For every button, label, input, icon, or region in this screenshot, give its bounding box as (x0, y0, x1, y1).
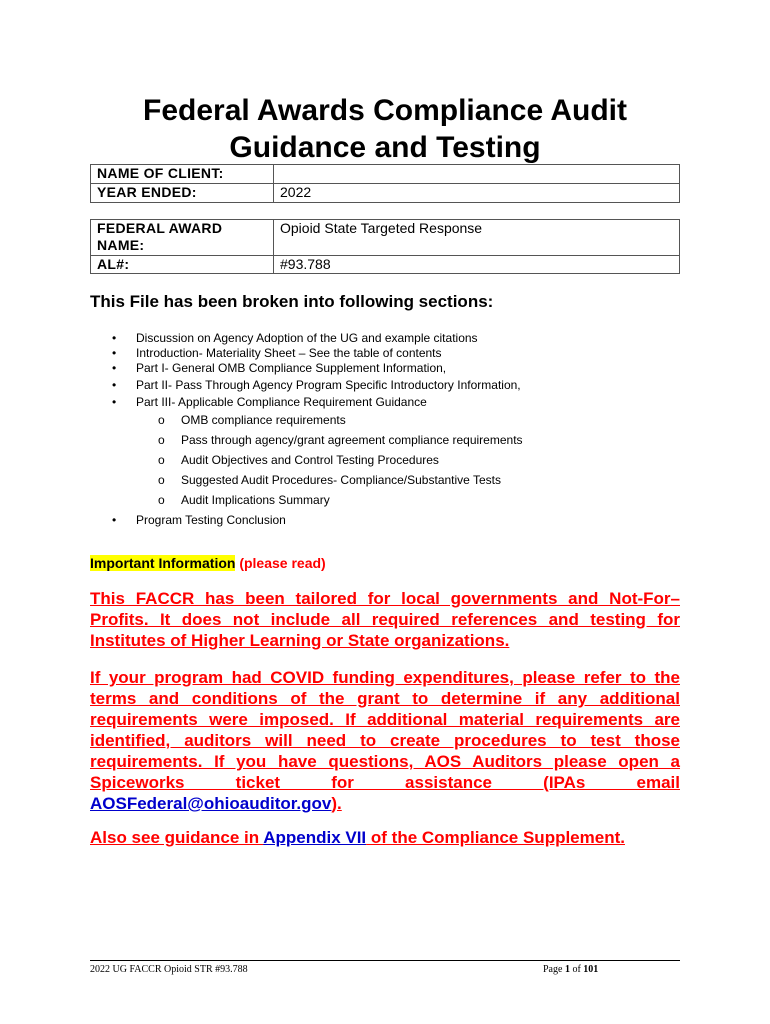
covid-notice-end: ). (331, 794, 342, 813)
list-item (90, 395, 523, 513)
table-row (91, 220, 680, 256)
table-row (91, 165, 680, 184)
federal-award-name-value: Opioid State Targeted Response (274, 220, 680, 256)
section-text: Part III- Applicable Compliance Requirement Guidance (136, 395, 427, 409)
subsection-text: OMB compliance requirements (181, 413, 346, 427)
appendix-notice-start: Also see guidance in (90, 828, 264, 847)
sections-heading: This File has been broken into following sections: (90, 292, 494, 311)
al-number-label: AL#: (91, 256, 274, 274)
federal-award-name-label: FEDERAL AWARD NAME: (91, 220, 274, 256)
section-text: Introduction- Materiality Sheet – See the table of contents (136, 346, 442, 360)
title-line-1: Federal Awards Compliance Audit (143, 94, 627, 127)
list-item (90, 361, 523, 376)
subsection-text: Suggested Audit Procedures- Compliance/Substantive Tests (181, 473, 501, 487)
bullet: • (112, 361, 117, 375)
page-total: 101 (583, 964, 599, 975)
page-current: 1 (564, 964, 570, 975)
list-item (136, 473, 523, 493)
appendix-vii-link[interactable]: Appendix VII (263, 828, 367, 847)
title-line-2: Guidance and Testing (229, 131, 541, 164)
section-text: Part I- General OMB Compliance Supplement Information, (136, 361, 447, 375)
client-name-label: NAME OF CLIENT: (91, 165, 274, 184)
subsection-text: Pass through agency/grant agreement compliance requirements (181, 433, 523, 447)
bullet: • (112, 346, 117, 360)
sub-bullet: o (158, 413, 165, 427)
bullet: • (112, 395, 117, 409)
appendix-notice-end: of the Compliance Supplement. (366, 828, 625, 847)
subsection-text: Audit Implications Summary (181, 493, 330, 507)
bullet: • (112, 331, 117, 345)
sub-bullet: o (158, 433, 165, 447)
list-item (90, 513, 523, 528)
footer-divider (90, 960, 680, 961)
al-number-value: #93.788 (274, 256, 680, 274)
list-item (136, 413, 523, 433)
sub-bullet: o (158, 453, 165, 467)
list-item (90, 346, 523, 361)
list-item (90, 378, 523, 393)
list-item (136, 493, 523, 513)
year-ended-label: YEAR ENDED: (91, 184, 274, 203)
client-name-value (274, 165, 680, 184)
of-word: of (569, 964, 584, 975)
footer-document-id: 2022 UG FACCR Opioid STR #93.788 (90, 964, 248, 975)
document-title (90, 92, 680, 166)
important-information (90, 555, 326, 571)
sub-bullet: o (158, 493, 165, 507)
sub-bullet: o (158, 473, 165, 487)
table-row (91, 184, 680, 203)
tailoring-notice: This FACCR has been tailored for local governments and Not-For–Profits. It does not include all required references and testing for Institutes of Higher Learning or State organizations. (90, 589, 680, 650)
aos-email-link[interactable]: AOSFederal@ohioauditor.gov (90, 794, 332, 813)
subsection-text: Audit Objectives and Control Testing Procedures (181, 453, 439, 467)
subsections-list (136, 413, 523, 513)
covid-notice (90, 667, 680, 814)
sections-list (90, 331, 523, 528)
covid-notice-text: If your program had COVID funding expenditures, please refer to the terms and conditions of the grant to determine if any additional requirements were imposed. If additional material requirements are identified, auditors will need to create procedures to test those requirements. If you have questions, AOS Auditors please open a Spiceworks ticket for assistance (IPAs email (90, 668, 680, 792)
table-row (91, 256, 680, 274)
bullet: • (112, 513, 117, 527)
important-note: (please read) (239, 555, 326, 571)
footer-page-number (543, 964, 598, 975)
bullet: • (112, 378, 117, 392)
year-ended-value: 2022 (274, 184, 680, 203)
section-text: Program Testing Conclusion (136, 513, 286, 527)
important-label: Important Information (90, 555, 236, 571)
list-item (90, 331, 523, 346)
appendix-notice (90, 827, 680, 848)
list-item (136, 433, 523, 453)
client-info-table (90, 164, 680, 203)
section-text: Part II- Pass Through Agency Program Specific Introductory Information, (136, 378, 521, 392)
list-item (136, 453, 523, 473)
award-info-table (90, 219, 680, 274)
page-word: Page (543, 964, 565, 975)
section-text: Discussion on Agency Adoption of the UG and example citations (136, 331, 478, 345)
